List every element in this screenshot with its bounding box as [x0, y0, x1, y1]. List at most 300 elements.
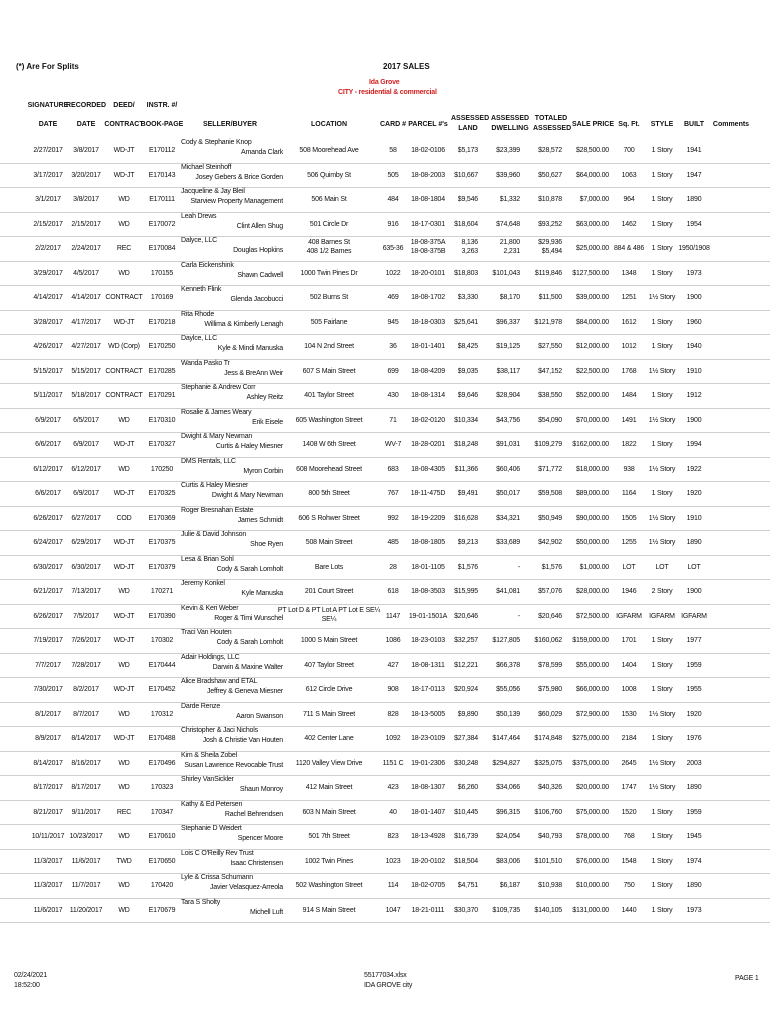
year-built: 1950/1908 — [678, 245, 710, 252]
footer-page: PAGE 1 — [735, 975, 759, 982]
square-feet: 1404 — [621, 661, 637, 669]
card-number: 767 — [387, 490, 399, 497]
style: 1 Story — [651, 147, 673, 154]
parcel-number: 18-08-4305 — [411, 465, 445, 473]
deed-type: WD (Corp) — [108, 343, 140, 350]
square-feet: 1822 — [621, 441, 637, 448]
seller-name: Michael Steinhoff — [181, 163, 232, 171]
totaled-assessed: $1,576 — [541, 563, 562, 571]
deed-type: WD — [118, 906, 130, 914]
deed-type: WD-JT — [113, 612, 135, 620]
table-row — [0, 138, 770, 164]
recorded-date: 7/13/2017 — [71, 588, 101, 595]
recorded-date: 7/28/2017 — [71, 661, 101, 669]
assessed-land: $9,035 — [457, 367, 478, 375]
sale-price: $162,000.00 — [572, 441, 609, 448]
year-built: 1900 — [686, 294, 702, 301]
table-row — [0, 873, 770, 899]
location: 408 Barnes St — [308, 239, 350, 246]
square-feet: 1946 — [621, 588, 637, 595]
buyer-name: Douglas Hopkins — [233, 247, 283, 254]
parcel-number: 18-18-0303 — [411, 318, 445, 326]
buyer-name: Darwin & Maxine Walter — [212, 663, 283, 671]
footer-file: 55177034.xlsx — [364, 972, 407, 979]
year-built: 1973 — [686, 906, 702, 914]
location: 502 Burns St — [309, 294, 349, 301]
header-parcel: PARCEL #'s — [408, 121, 448, 128]
instrument-number: E170111 — [149, 196, 175, 203]
assessed-land: $12,221 — [454, 661, 478, 669]
parcel-number: 18-01-1407 — [411, 808, 445, 816]
seller-name: Stephanie & Andrew Corr — [181, 384, 256, 391]
sale-price: $66,000.00 — [575, 686, 609, 693]
card-number: 40 — [389, 808, 397, 816]
location: 1000 Twin Pines Dr — [300, 269, 358, 277]
sale-price: $72,500.00 — [575, 612, 609, 620]
deed-type: CONTRACT — [105, 294, 143, 301]
buyer-name: Cody & Sarah Lomholt — [216, 565, 283, 573]
table-row — [0, 628, 770, 654]
assessed-land: $4,751 — [457, 882, 478, 889]
seller-name: Shirley VanSickler — [181, 776, 234, 783]
totaled-assessed: $174,848 — [534, 735, 562, 742]
card-number: 485 — [387, 539, 399, 546]
style: 1 Story — [651, 906, 673, 914]
totaled-assessed: $10,938 — [538, 882, 562, 889]
recorded-date: 6/9/2017 — [73, 490, 99, 497]
parcel-number: 18-08-1311 — [411, 661, 445, 669]
recorded-date: 3/20/2017 — [71, 171, 101, 179]
square-feet: 768 — [623, 833, 635, 840]
location: 1120 Valley View Drive — [295, 759, 363, 767]
seller-name: Adair Holdings, LLC — [181, 653, 240, 661]
card-number: WV-7 — [384, 441, 402, 448]
card-number: 683 — [387, 465, 399, 473]
sale-price: $159,000.00 — [572, 637, 609, 644]
recorded-date: 11/6/2017 — [71, 857, 101, 865]
totaled-assessed: $93,252 — [538, 220, 562, 228]
deed-type: WD — [118, 661, 130, 669]
assessed-land: $9,213 — [457, 539, 478, 546]
buyer-name: Amanda Clark — [241, 149, 283, 156]
signature-date: 4/14/2017 — [33, 294, 63, 301]
assessed-land: $15,995 — [454, 588, 478, 595]
buyer-name: Ashley Reitz — [246, 394, 283, 401]
square-feet: 1462 — [621, 220, 637, 228]
seller-name: Lois C O'Reilly Rev Trust — [181, 849, 254, 857]
buyer-name: James Schmidt — [237, 516, 283, 524]
totaled-assessed: $325,075 — [534, 759, 562, 767]
sale-price: $1,000.00 — [579, 563, 609, 571]
square-feet: 750 — [623, 882, 635, 889]
sale-price: $275,000.00 — [572, 735, 609, 742]
signature-date: 6/9/2017 — [35, 416, 61, 424]
table-row — [0, 163, 770, 189]
assessed-dwelling: - — [517, 563, 520, 571]
assessed-dwelling: $96,315 — [496, 808, 520, 816]
square-feet: 1701 — [621, 637, 637, 644]
sale-price: $20,000.00 — [575, 784, 609, 791]
seller-name: Stephanie D Weidert — [181, 825, 242, 832]
assessed-dwelling: $101,043 — [492, 269, 520, 277]
buyer-name: Shaun Monroy — [239, 786, 283, 793]
seller-name: Traci Van Houten — [181, 629, 232, 636]
signature-date: 3/29/2017 — [33, 269, 63, 277]
style: 1 Story — [651, 735, 673, 742]
signature-date: 7/19/2017 — [33, 637, 63, 644]
card-number: 58 — [389, 147, 397, 154]
totaled-assessed: $42,902 — [538, 539, 562, 546]
sale-price: $28,000.00 — [575, 588, 609, 595]
sale-price: $18,000.00 — [575, 465, 609, 473]
square-feet: 964 — [623, 196, 635, 203]
table-row — [0, 285, 770, 311]
sale-price: $52,000.00 — [575, 392, 609, 399]
recorded-date: 6/29/2017 — [71, 539, 101, 546]
year-built: 1947 — [686, 171, 702, 179]
square-feet: 884 & 486 — [613, 245, 645, 252]
signature-date: 6/21/2017 — [33, 588, 63, 595]
buyer-name: Clint Allen Shug — [236, 222, 283, 230]
sale-price: $22,500.00 — [575, 367, 609, 375]
style: 1 Story — [651, 318, 673, 326]
buyer-name: Myron Corbin — [243, 467, 283, 475]
assessed-dwelling: 21,800 — [499, 239, 520, 246]
parcel-number: 18-08-2003 — [411, 171, 445, 179]
sale-price: $50,000.00 — [575, 539, 609, 546]
recorded-date: 6/9/2017 — [73, 441, 99, 448]
instrument-number: 170155 — [150, 269, 174, 277]
header-date2: DATE — [76, 121, 96, 128]
sale-price: $12,000.00 — [575, 343, 609, 350]
assessed-land: $5,173 — [457, 147, 478, 154]
signature-date: 6/26/2017 — [33, 612, 63, 620]
instrument-number: 170420 — [150, 882, 174, 889]
table-row — [0, 457, 770, 483]
recorded-date: 11/7/2017 — [71, 882, 101, 889]
buyer-name: Glenda Jacobucci — [230, 296, 283, 303]
totaled-assessed: $140,105 — [534, 906, 562, 914]
buyer-name: Kyle Manuska — [241, 590, 283, 597]
recorded-date: 7/5/2017 — [73, 612, 99, 620]
totaled-assessed: $47,152 — [538, 367, 562, 375]
deed-type: TWD — [116, 857, 132, 865]
signature-date: 6/12/2017 — [33, 465, 63, 473]
style: 1½ Story — [648, 465, 676, 473]
signature-date: 3/1/2017 — [35, 196, 61, 203]
seller-name: Rita Rhode — [181, 310, 215, 318]
assessed-dwelling: $34,066 — [496, 784, 520, 791]
sale-price: $90,000.00 — [575, 514, 609, 522]
recorded-date: 8/17/2017 — [71, 784, 101, 791]
square-feet: 1484 — [621, 392, 637, 399]
recorded-date: 8/16/2017 — [71, 759, 101, 767]
parcel-number: 18-20-0102 — [411, 857, 445, 865]
seller-name: Lesa & Brian Sohl — [181, 555, 234, 563]
instrument-number: E170084 — [148, 245, 176, 252]
year-built: 1955 — [686, 686, 702, 693]
deed-type: WD — [118, 882, 130, 889]
sales-table — [0, 138, 770, 928]
assessed-land: $18,604 — [454, 220, 478, 228]
buyer-name: Willima & Kimberly Lenagh — [204, 320, 283, 328]
deed-type: WD — [118, 588, 130, 595]
parcel-number: 18-11-475D — [410, 490, 446, 497]
totaled-assessed: $38,550 — [538, 392, 562, 399]
signature-date: 2/27/2017 — [33, 147, 63, 154]
assessed-dwelling: $33,689 — [496, 539, 520, 546]
header-deed: DEED/ — [113, 102, 135, 109]
table-row — [0, 604, 770, 630]
seller-name: Curtis & Haley Miesner — [181, 482, 249, 489]
seller-name: Darde Renze — [181, 702, 221, 710]
parcel-number: 18-08-1702 — [411, 294, 445, 301]
assessed-dwelling: $34,321 — [496, 514, 520, 522]
table-row — [0, 359, 770, 385]
year-built: 2003 — [686, 759, 702, 767]
city-name: Ida Grove — [369, 79, 400, 86]
assessed-dwelling: $50,017 — [496, 490, 520, 497]
totaled-assessed: $50,627 — [538, 171, 562, 179]
assessed-dwelling: $147,464 — [492, 735, 520, 742]
location-second: SE¼ — [321, 615, 337, 623]
location: 501 7th Street — [308, 833, 350, 840]
year-built: 1959 — [686, 808, 702, 816]
signature-date: 5/15/2017 — [33, 367, 63, 375]
square-feet: IGFARM — [616, 612, 642, 620]
header-assessed-dwelling: ASSESSED DWELLING — [490, 115, 530, 132]
assessed-dwelling: $8,170 — [499, 294, 520, 301]
signature-date: 3/28/2017 — [33, 318, 63, 326]
table-row — [0, 898, 770, 924]
location: 502 Washington Street — [295, 882, 363, 889]
assessed-land: $18,248 — [454, 441, 478, 448]
table-row — [0, 530, 770, 556]
header-bookpage: BOOK-PAGE — [140, 121, 184, 128]
year-built: 1994 — [686, 441, 702, 448]
instrument-number: E170488 — [148, 735, 176, 742]
parcel-number: 18-02-0106 — [411, 147, 445, 154]
table-row — [0, 751, 770, 777]
style: 1½ Story — [648, 759, 676, 767]
totaled-assessed: $10,878 — [538, 196, 562, 203]
header-instr: INSTR. #/ — [146, 102, 178, 109]
assessed-dwelling: $50,139 — [496, 710, 520, 718]
parcel-number: 19-01-2306 — [411, 759, 445, 767]
seller-name: Carla Eickenshink — [181, 261, 234, 269]
year-built: 1960 — [686, 318, 702, 326]
deed-type: WD — [118, 196, 130, 203]
square-feet: 1548 — [621, 857, 637, 865]
splits-note: (*) Are For Splits — [16, 62, 79, 71]
style: 2 Story — [651, 588, 673, 595]
table-row — [0, 212, 770, 238]
signature-date: 10/11/2017 — [31, 833, 65, 840]
parcel-number: 18-17-0301 — [411, 220, 445, 228]
location: Bare Lots — [314, 563, 344, 571]
recorded-date: 3/8/2017 — [73, 147, 99, 154]
signature-date: 6/24/2017 — [33, 539, 63, 546]
recorded-date: 10/23/2017 — [69, 833, 103, 840]
style: 1½ Story — [648, 784, 676, 791]
sale-price: $89,000.00 — [575, 490, 609, 497]
buyer-name: Michell Luft — [249, 908, 283, 916]
card-number: 828 — [387, 710, 399, 718]
sale-price: $76,000.00 — [575, 857, 609, 865]
assessed-land: $18,803 — [454, 269, 478, 277]
deed-type: WD-JT — [113, 539, 135, 546]
page-subtitle: CITY - residential & commercial — [338, 89, 437, 96]
square-feet: 938 — [623, 465, 635, 473]
seller-name: Kathy & Ed Petersen — [181, 800, 243, 808]
style: 1 Story — [651, 196, 673, 203]
style: 1 Story — [651, 269, 673, 277]
card-number: 1047 — [385, 906, 401, 914]
parcel-number: 18-01-1401 — [411, 343, 445, 350]
seller-name: Kenneth Flink — [181, 286, 222, 293]
signature-date: 11/3/2017 — [33, 857, 63, 865]
year-built: 1912 — [686, 392, 702, 399]
totaled-assessed: $59,508 — [538, 490, 562, 497]
seller-name: Kim & Sheila Zobel — [181, 751, 237, 759]
parcel-number-second: 18-08-375B — [410, 248, 446, 255]
square-feet: 1491 — [621, 416, 637, 424]
style: 1 Story — [651, 686, 673, 693]
deed-type: WD — [118, 269, 130, 277]
signature-date: 6/30/2017 — [33, 563, 63, 571]
seller-name: Dalyce, LLC — [181, 237, 217, 244]
card-number: 36 — [389, 343, 397, 350]
location: 914 S Main Street — [302, 906, 356, 914]
parcel-number: 18-08-1804 — [411, 196, 445, 203]
assessed-dwelling: $83,006 — [496, 857, 520, 865]
seller-name: Christopher & Jaci Nichols — [181, 727, 258, 734]
seller-name: Wanda Pasko Tr — [181, 359, 230, 367]
sale-price: $72,900.00 — [575, 710, 609, 718]
assessed-dwelling: - — [517, 612, 520, 620]
sale-price: $131,000.00 — [572, 906, 609, 914]
assessed-dwelling: $28,904 — [496, 392, 520, 399]
signature-date: 7/30/2017 — [33, 686, 63, 693]
instrument-number: E170285 — [148, 367, 176, 375]
table-row — [0, 555, 770, 581]
signature-date: 8/1/2017 — [35, 710, 61, 718]
totaled-assessed: $160,062 — [534, 637, 562, 644]
sale-price: $84,000.00 — [575, 318, 609, 326]
style: 1 Story — [651, 220, 673, 228]
buyer-name: Susan Lawrence Revocable Trust — [184, 761, 283, 769]
buyer-name: Erik Eisele — [252, 418, 283, 426]
assessed-dwelling: $6,187 — [499, 882, 520, 889]
assessed-dwelling: $23,399 — [496, 147, 520, 154]
instrument-number: E170650 — [148, 857, 176, 865]
square-feet: 1251 — [621, 294, 637, 301]
signature-date: 2/2/2017 — [35, 245, 61, 252]
style: 1½ Story — [648, 294, 676, 301]
totaled-assessed: $40,793 — [538, 833, 562, 840]
seller-name: Rosalie & James Weary — [181, 408, 252, 416]
year-built: 1890 — [686, 539, 702, 546]
instrument-number: 170271 — [150, 588, 174, 595]
header-style: STYLE — [650, 121, 674, 128]
location: PT Lot D & PT Lot A PT Lot E SE¼ — [277, 606, 381, 614]
table-row — [0, 579, 770, 605]
assessed-dwelling: $24,054 — [496, 833, 520, 840]
buyer-name: Aaron Swanson — [236, 712, 283, 720]
instrument-number: E170679 — [148, 906, 176, 914]
header-recorded: RECORDED — [65, 102, 107, 109]
style: 1 Story — [651, 392, 673, 399]
instrument-number: E170218 — [148, 318, 176, 326]
footer-time: 18:52:00 — [14, 982, 40, 989]
square-feet: 1008 — [621, 686, 637, 693]
location: 1002 Twin Pines — [304, 857, 354, 865]
assessed-dwelling: $74,648 — [496, 220, 520, 228]
recorded-date: 2/15/2017 — [71, 220, 101, 228]
table-row — [0, 310, 770, 336]
location: 607 S Main Street — [302, 367, 356, 375]
year-built: 1941 — [686, 147, 702, 154]
parcel-number: 18-02-0705 — [411, 882, 445, 889]
assessed-land: $25,641 — [454, 318, 478, 326]
deed-type: WD-JT — [113, 147, 135, 154]
signature-date: 6/26/2017 — [33, 514, 63, 522]
instrument-number: 170169 — [150, 294, 174, 301]
instrument-number: E170390 — [148, 612, 176, 620]
recorded-date: 5/18/2017 — [71, 392, 101, 399]
deed-type: WD-JT — [113, 318, 135, 326]
totaled-assessed: $54,090 — [538, 416, 562, 424]
assessed-land: $6,260 — [457, 784, 478, 791]
header-seller-buyer: SELLER/BUYER — [202, 121, 258, 128]
square-feet: 1063 — [621, 171, 637, 179]
style: 1 Story — [651, 245, 673, 252]
instrument-number: 170250 — [150, 465, 174, 473]
totaled-assessed: $121,978 — [534, 318, 562, 326]
seller-name: Jacqueline & Jay Bleil — [181, 188, 245, 195]
location: 401 Taylor Street — [304, 392, 354, 399]
signature-date: 2/15/2017 — [33, 220, 63, 228]
year-built: LOT — [687, 563, 701, 571]
card-number: 430 — [387, 392, 399, 399]
assessed-land: $20,924 — [454, 686, 478, 693]
seller-name: Julie & David Johnson — [181, 531, 247, 538]
square-feet: 1530 — [621, 710, 637, 718]
totaled-assessed: $106,760 — [534, 808, 562, 816]
totaled-assessed: $28,572 — [538, 147, 562, 154]
square-feet: 1440 — [621, 906, 637, 914]
instrument-number: 170323 — [150, 784, 174, 791]
table-row — [0, 432, 770, 458]
square-feet: 1747 — [621, 784, 637, 791]
recorded-date: 2/24/2017 — [71, 245, 101, 252]
year-built: 1890 — [686, 784, 702, 791]
location: 104 N 2nd Street — [304, 343, 354, 350]
table-row — [0, 334, 770, 360]
signature-date: 6/6/2017 — [35, 490, 61, 497]
page-title: 2017 SALES — [383, 62, 430, 71]
year-built: 1910 — [686, 367, 702, 375]
instrument-number: E170310 — [148, 416, 176, 424]
style: 1 Story — [651, 490, 673, 497]
assessed-dwelling: $96,337 — [496, 318, 520, 326]
location: 501 Circle Dr — [309, 220, 349, 228]
style: 1 Story — [651, 661, 673, 669]
card-number: 618 — [387, 588, 399, 595]
style: 1 Story — [651, 343, 673, 350]
recorded-date: 6/12/2017 — [71, 465, 101, 473]
deed-type: WD-JT — [113, 171, 135, 179]
